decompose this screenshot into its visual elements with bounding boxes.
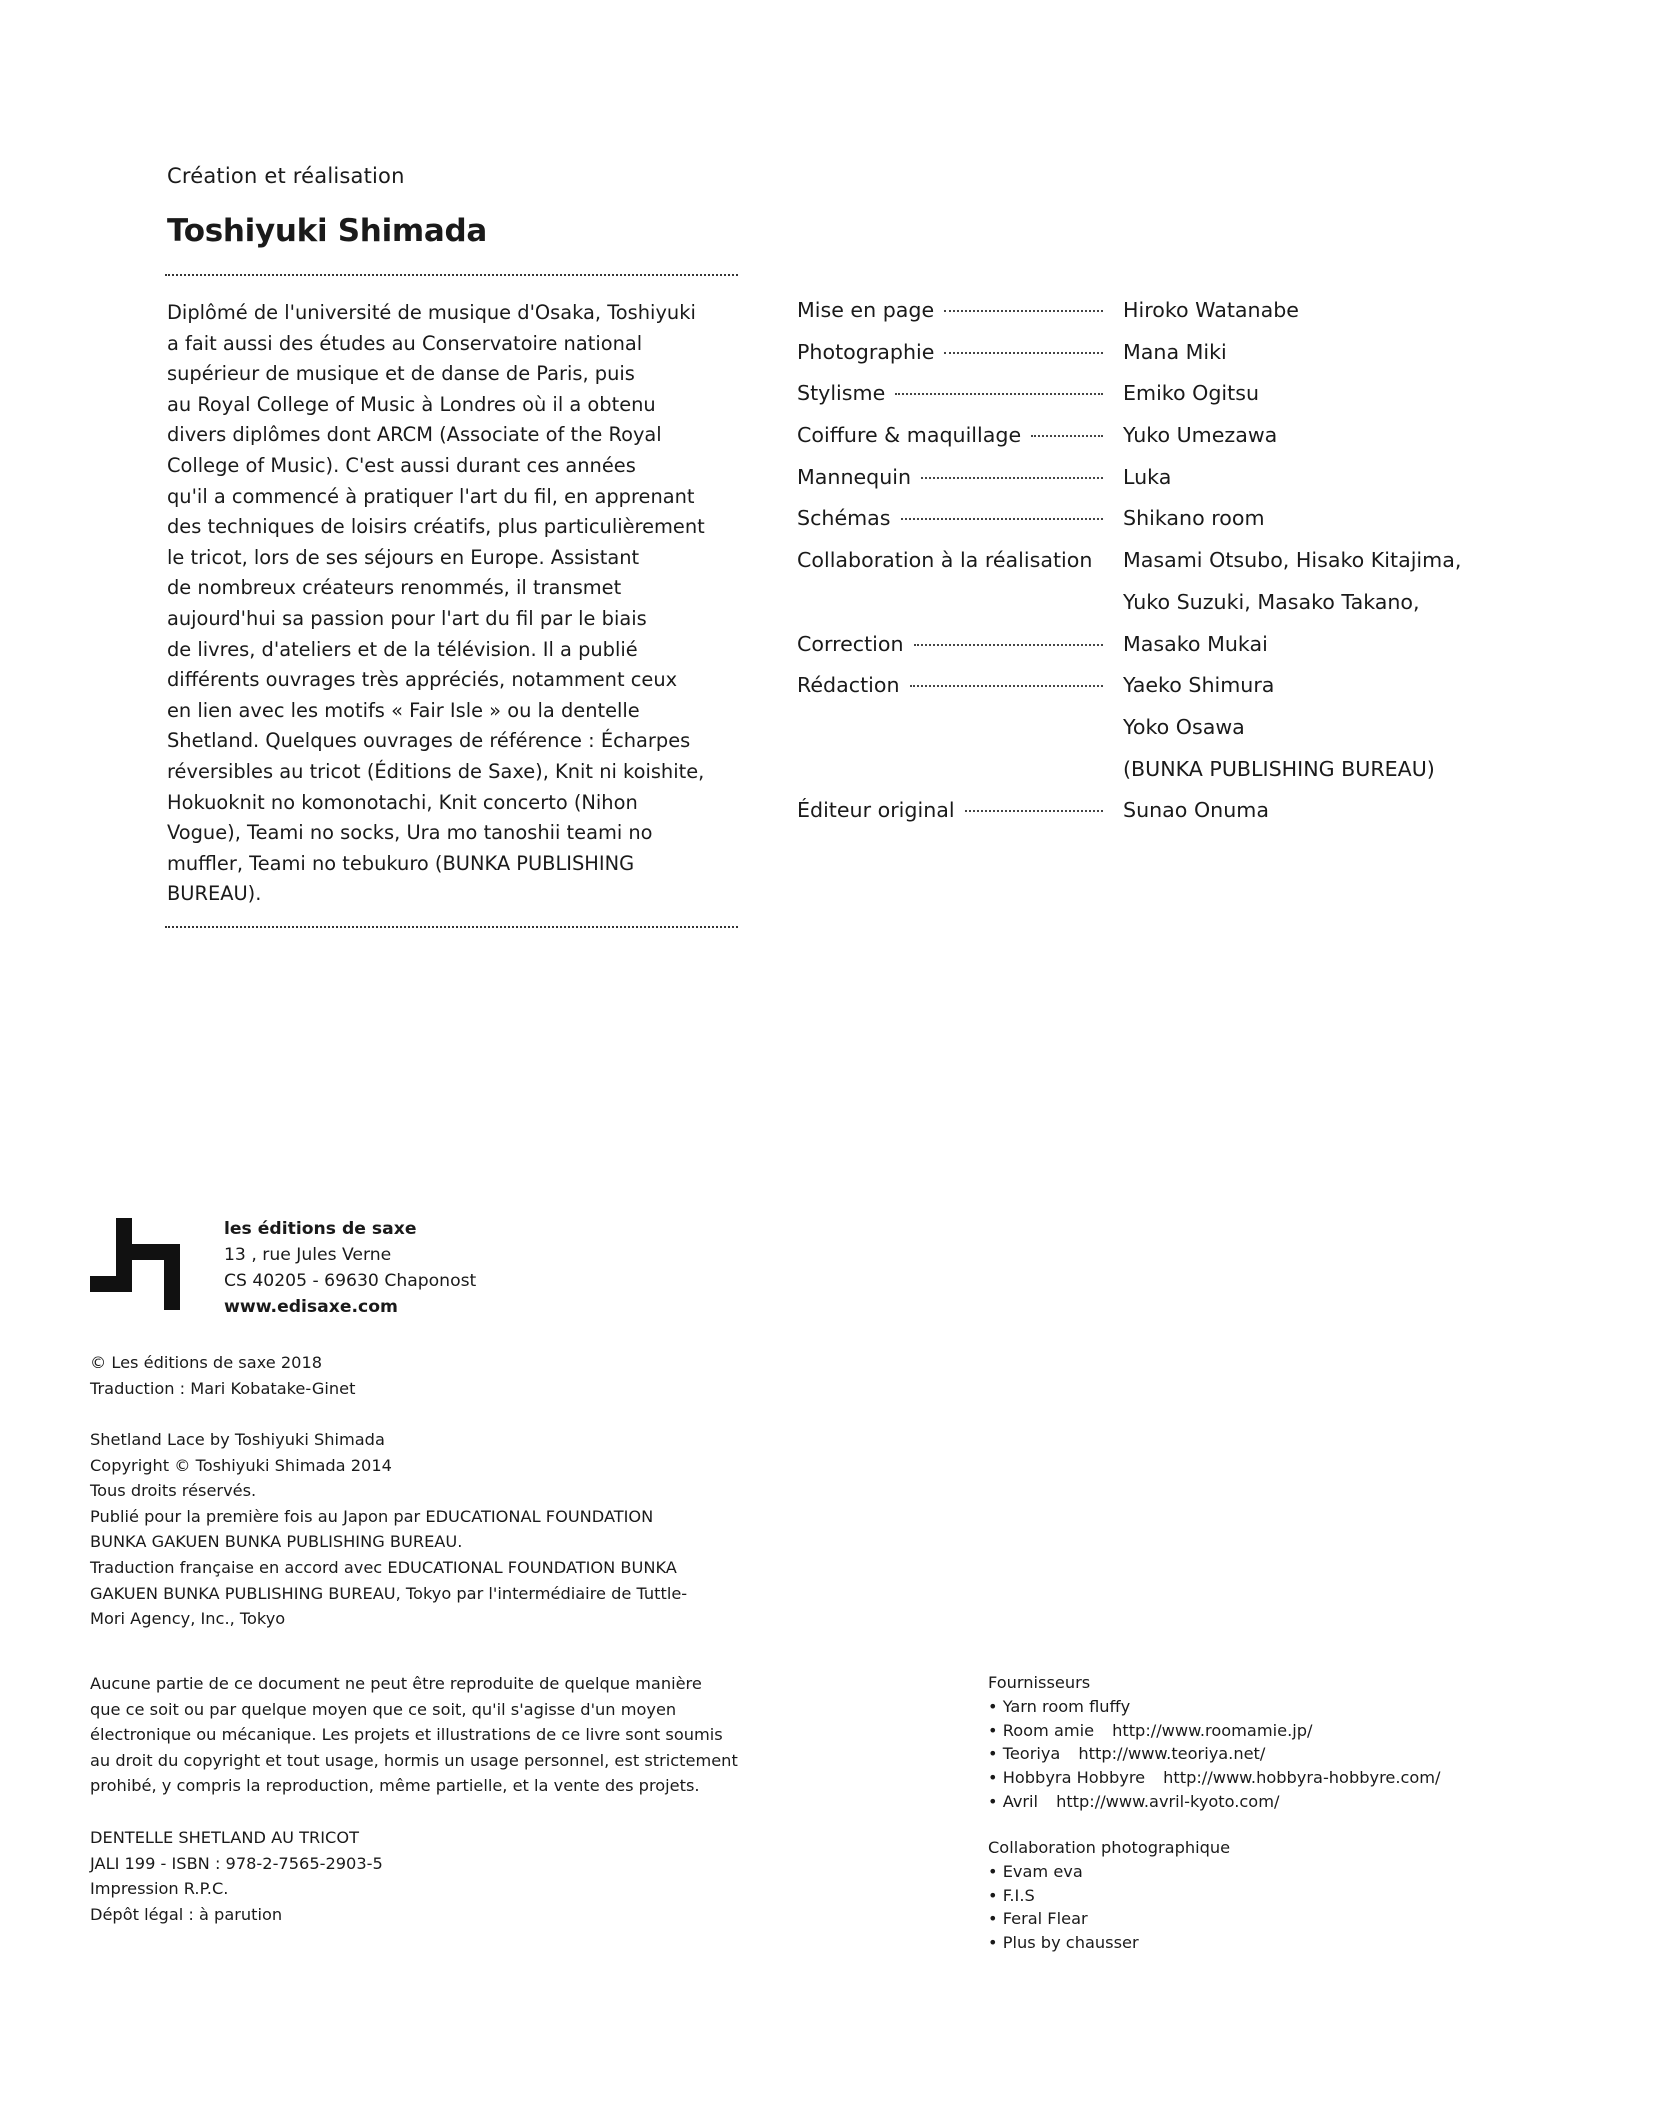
credit-row: [797, 665, 1497, 707]
bio-line: de livres, d'ateliers et de la télévision. Il a publié: [167, 637, 638, 661]
credit-role: Photographie: [797, 339, 935, 364]
photo-collab-item: • Feral Flear: [988, 1907, 1230, 1931]
credit-role: Collaboration à la réalisation: [797, 548, 1093, 573]
credit-role: Stylisme: [797, 381, 886, 406]
legal-line: Aucune partie de ce document ne peut être reproduite de quelque manière: [90, 1674, 702, 1693]
bio-line: aujourd'hui sa passion pour l'art du fil par le biais: [167, 606, 647, 630]
supplier-item: [988, 1790, 1441, 1814]
publisher-website: www.edisaxe.com: [224, 1297, 398, 1317]
supplier-item: [988, 1766, 1441, 1790]
credit-leader-dots: [914, 644, 1103, 646]
legal-line: © Les éditions de saxe 2018: [90, 1353, 323, 1372]
credit-leader-dots: [901, 518, 1103, 520]
credit-row: [797, 582, 1497, 624]
legal-line: GAKUEN BUNKA PUBLISHING BUREAU, Tokyo par l'intermédiaire de Tuttle-: [90, 1583, 688, 1603]
legal-line: DENTELLE SHETLAND AU TRICOT: [90, 1828, 359, 1847]
legal-line: JALI 199 - ISBN : 978-2-7565-2903-5: [90, 1853, 383, 1873]
credit-leader-dots: [910, 685, 1103, 687]
publisher-name: les éditions de saxe: [224, 1219, 417, 1239]
legal-line: au droit du copyright et tout usage, hormis un usage personnel, est strictement: [90, 1750, 738, 1770]
supplier-name: Avril: [1002, 1791, 1039, 1811]
credit-row: [797, 332, 1497, 374]
bio-line: Diplômé de l'université de musique d'Osaka, Toshiyuki: [167, 301, 696, 324]
bio-line: de nombreux créateurs renommés, il transmet: [167, 576, 622, 600]
credit-role: Correction: [797, 631, 904, 656]
divider-bottom: [165, 926, 738, 928]
bio-line: a fait aussi des études au Conservatoire national: [167, 331, 643, 355]
bio-line: BUREAU).: [167, 882, 262, 906]
supplier-url: http://www.avril-kyoto.com/: [1056, 1791, 1280, 1811]
credit-value: Yuko Umezawa: [1123, 423, 1278, 448]
credit-leader-dots: [965, 810, 1103, 812]
author-name: Toshiyuki Shimada: [167, 213, 488, 249]
credit-role: Éditeur original: [797, 798, 955, 823]
publisher-info: [224, 1216, 476, 1320]
credit-value: (BUNKA PUBLISHING BUREAU): [1123, 756, 1435, 781]
credit-row: [797, 749, 1497, 791]
credit-value: Mana Miki: [1123, 339, 1227, 364]
credit-value: Luka: [1123, 464, 1172, 489]
legal-line: Traduction : Mari Kobatake-Ginet: [90, 1378, 356, 1398]
credit-row: [797, 457, 1497, 499]
credit-leader-dots: [944, 352, 1103, 354]
bio-line: muffler, Teami no tebukuro (BUNKA PUBLISHING: [167, 851, 635, 875]
credit-row: [797, 790, 1497, 832]
supplier-name: Yarn room fluffy: [1002, 1696, 1131, 1716]
bio-line: qu'il a commencé à pratiquer l'art du fil, en apprenant: [167, 484, 695, 508]
divider-top: [165, 274, 738, 276]
bio-line: des techniques de loisirs créatifs, plus particulièrement: [167, 515, 705, 539]
credit-row: [797, 373, 1497, 415]
credit-row: [797, 290, 1497, 332]
supplier-item: [988, 1719, 1441, 1743]
publisher-address-line: CS 40205 - 69630 Chaponost: [224, 1271, 477, 1291]
credit-value: Masako Mukai: [1123, 631, 1268, 656]
suppliers-title: Fournisseurs: [988, 1673, 1091, 1692]
publisher-logo-icon: [90, 1218, 182, 1310]
credit-row: [797, 624, 1497, 666]
credit-leader-dots: [1031, 435, 1103, 437]
legal-line: Dépôt légal : à parution: [90, 1904, 283, 1924]
credit-row: [797, 415, 1497, 457]
credit-leader-dots: [944, 310, 1103, 312]
credit-value: Yuko Suzuki, Masako Takano,: [1123, 589, 1420, 614]
legal-line: que ce soit ou par quelque moyen que ce soit, qu'il s'agisse d'un moyen: [90, 1699, 677, 1719]
legal-line: Impression R.P.C.: [90, 1879, 229, 1899]
credit-role: Rédaction: [797, 673, 900, 698]
supplier-item: [988, 1695, 1441, 1719]
credit-value: Emiko Ogitsu: [1123, 381, 1259, 406]
credit-role: Mise en page: [797, 298, 935, 322]
supplier-name: Teoriya: [1002, 1744, 1061, 1764]
legal-line: Mori Agency, Inc., Tokyo: [90, 1609, 286, 1629]
bio-line: Vogue), Teami no socks, Ura mo tanoshii teami no: [167, 821, 653, 845]
legal-line: Traduction française en accord avec EDUCATIONAL FOUNDATION BUNKA: [90, 1557, 677, 1577]
suppliers-list: [988, 1671, 1441, 1814]
bio-line: College of Music). C'est aussi durant ces années: [167, 453, 636, 477]
bio-line: au Royal College of Music à Londres où il a obtenu: [167, 392, 656, 416]
supplier-name: Room amie: [1002, 1720, 1095, 1740]
legal-line: électronique ou mécanique. Les projets et illustrations de ce livre sont soumis: [90, 1725, 723, 1745]
legal-line: BUNKA GAKUEN BUNKA PUBLISHING BUREAU.: [90, 1532, 463, 1552]
supplier-url: http://www.hobbyra-hobbyre.com/: [1163, 1768, 1441, 1788]
photo-collab-title: Collaboration photographique: [988, 1838, 1231, 1857]
bio-line: Shetland. Quelques ouvrages de référence : Écharpes: [167, 729, 691, 753]
credit-value: Hiroko Watanabe: [1123, 298, 1299, 322]
supplier-item: [988, 1742, 1441, 1766]
supplier-name: Hobbyra Hobbyre: [1002, 1768, 1146, 1788]
legal-line: Shetland Lace by Toshiyuki Shimada: [90, 1430, 385, 1449]
copyright-block: [90, 1350, 355, 1401]
credit-value: Shikano room: [1123, 506, 1265, 531]
credit-row: [797, 498, 1497, 540]
reproduction-notice: [90, 1671, 738, 1799]
credit-leader-dots: [895, 393, 1103, 395]
credit-value: Masami Otsubo, Hisako Kitajima,: [1123, 548, 1462, 573]
bio-line: divers diplômes dont ARCM (Associate of the Royal: [167, 423, 662, 447]
supplier-url: http://www.roomamie.jp/: [1112, 1720, 1313, 1740]
bio-line: supérieur de musique et de danse de Paris, puis: [167, 362, 635, 386]
bio-line: le tricot, lors de ses séjours en Europe. Assistant: [167, 545, 640, 569]
book-info-block: [90, 1825, 383, 1927]
legal-line: Tous droits réservés.: [90, 1481, 257, 1501]
bio-line: réversibles au tricot (Éditions de Saxe), Knit ni koishite,: [167, 759, 705, 783]
bio-line: en lien avec les motifs « Fair Isle » ou la dentelle: [167, 698, 640, 722]
photo-collab-item: • Evam eva: [988, 1860, 1230, 1884]
photo-collab-item: • Plus by chausser: [988, 1931, 1230, 1955]
credit-row: [797, 540, 1497, 582]
photo-collaboration-list: [988, 1836, 1230, 1955]
credits-list: [797, 290, 1497, 832]
credit-value: Sunao Onuma: [1123, 798, 1269, 823]
credit-role: Schémas: [797, 506, 891, 531]
credit-value: Yaeko Shimura: [1123, 673, 1275, 698]
legal-line: Publié pour la première fois au Japon par EDUCATIONAL FOUNDATION: [90, 1506, 654, 1526]
credit-role: Mannequin: [797, 464, 912, 489]
credit-leader-dots: [921, 477, 1103, 479]
creation-label: Création et réalisation: [167, 164, 405, 188]
author-bio: [167, 298, 747, 910]
credit-value: Yoko Osawa: [1123, 714, 1245, 739]
bio-line: différents ouvrages très appréciés, notamment ceux: [167, 668, 678, 692]
supplier-url: http://www.teoriya.net/: [1078, 1744, 1266, 1764]
publisher-address-line: 13 , rue Jules Verne: [224, 1245, 392, 1265]
legal-line: prohibé, y compris la reproduction, même partielle, et la vente des projets.: [90, 1776, 700, 1796]
original-rights-block: [90, 1427, 687, 1632]
bio-line: Hokuoknit no komonotachi, Knit concerto (Nihon: [167, 790, 638, 814]
legal-line: Copyright © Toshiyuki Shimada 2014: [90, 1455, 392, 1475]
credit-row: [797, 707, 1497, 749]
photo-collab-item: • F.I.S: [988, 1884, 1230, 1908]
credit-role: Coiffure & maquillage: [797, 423, 1022, 448]
